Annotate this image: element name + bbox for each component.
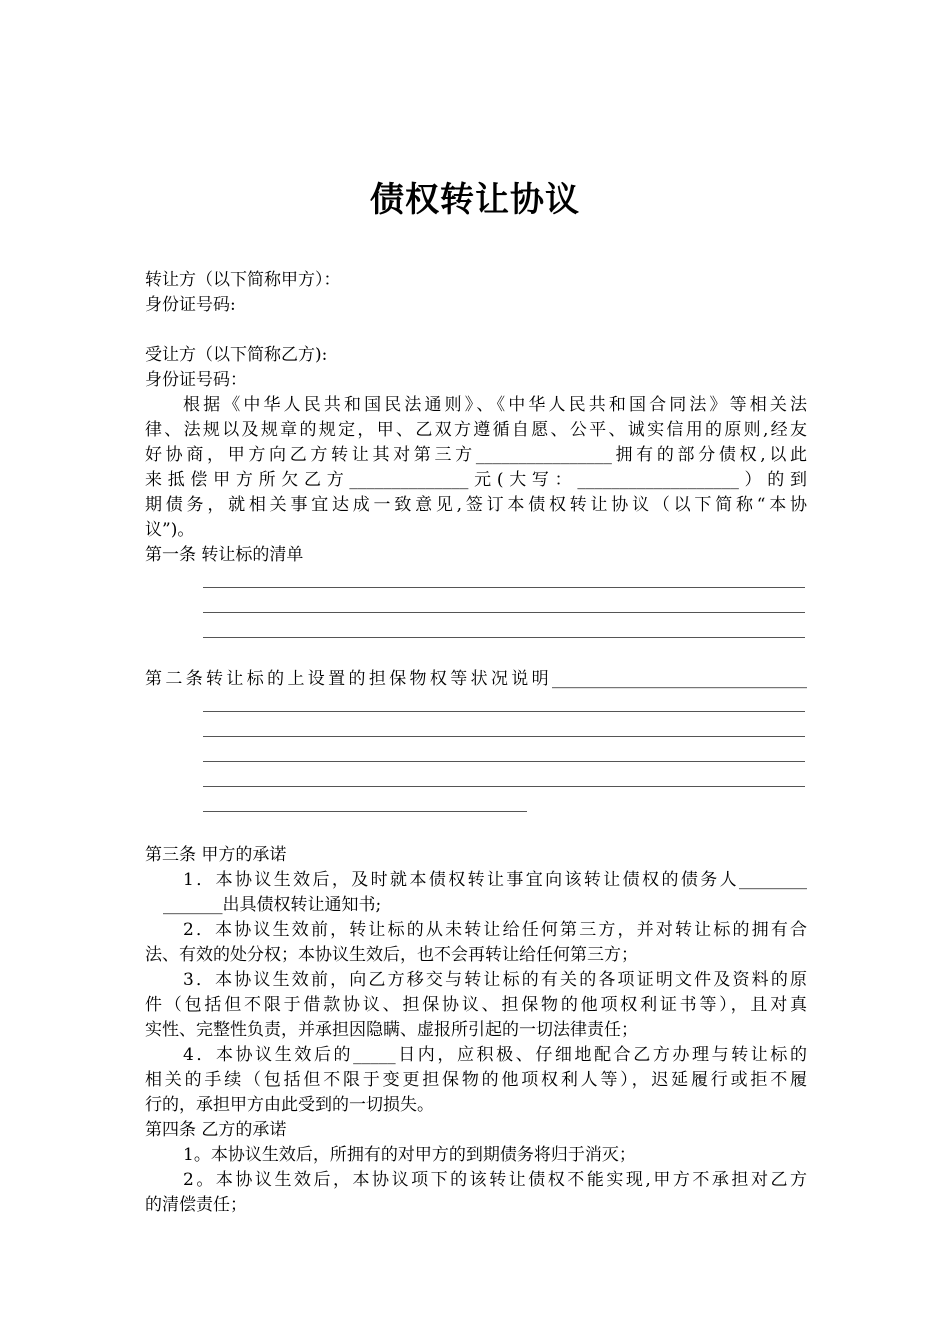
article-3-line: 3．本协议生效前，向乙方移交与转让标的有关的各项证明文件及资料的原: [183, 970, 807, 990]
article-1-heading: 第一条 转让标的清单: [145, 545, 304, 565]
article-4-line: 2。本协议生效后，本协议项下的该转让债权不能实现,甲方不承担对乙方: [183, 1170, 807, 1190]
fill-in-rule: [203, 612, 805, 613]
fill-in-rule: [203, 786, 805, 787]
article-3-line: 法、有效的处分权；本协议生效后，也不会再转让给任何第三方；: [145, 945, 638, 965]
article-3-line: _______出具债权转让通知书;: [163, 895, 382, 915]
article-4-line: 的清偿责任；: [145, 1195, 247, 1215]
preamble-line: 律、法规以及规章的规定，甲、乙双方遵循自愿、公平、诚实信用的原则,经友: [145, 420, 807, 440]
fill-in-rule: [203, 587, 805, 588]
article-3-line: 1．本协议生效后，及时就本债权转让事宜向该转让债权的债务人________: [183, 870, 807, 890]
party-b-id-label: 身份证号码：: [145, 370, 247, 390]
preamble-line: 议”)。: [145, 520, 195, 540]
fill-in-rule: [203, 736, 805, 737]
article-3-line: 行的，承担甲方由此受到的一切损失。: [145, 1095, 434, 1115]
article-3-heading: 第三条 甲方的承诺: [145, 845, 287, 865]
article-3-line: 相关的手续（包括但不限于变更担保物的他项权利人等），迟延履行或拒不履: [145, 1070, 807, 1090]
party-a-label: 转让方（以下简称甲方）：: [145, 270, 341, 290]
article-3-line: 实性、完整性负责，并承担因隐瞒、虚报所引起的一切法律责任；: [145, 1020, 638, 1040]
party-b-label: 受让方（以下简称乙方):: [145, 345, 328, 365]
article-3-line: 4．本协议生效后的_____日内，应积极、仔细地配合乙方办理与转让标的: [183, 1045, 807, 1065]
article-3-line: 2．本协议生效前，转让标的从未转让给任何第三方，并对转让标的拥有合: [183, 920, 807, 940]
preamble-line: 根据《中华人民共和国民法通则》、《中华人民共和国合同法》等相关法: [183, 395, 807, 415]
fill-in-rule: [203, 711, 805, 712]
fill-in-rule: [203, 811, 527, 812]
preamble-line: 来抵偿甲方所欠乙方______________元(大写：___________________）的到: [145, 470, 807, 490]
preamble-line: 好协商，甲方向乙方转让其对第三方________________拥有的部分债权,以此: [145, 445, 807, 465]
document-title: 债权转让协议: [370, 180, 580, 220]
article-3-line: 件（包括但不限于借款协议、担保协议、担保物的他项权利证书等），且对真: [145, 995, 807, 1015]
fill-in-rule: [203, 637, 805, 638]
article-2-heading: 第二条转让标的上设置的担保物权等状况说明______________________________: [145, 669, 807, 689]
party-a-id-label: 身份证号码:: [145, 295, 236, 315]
preamble-line: 期债务，就相关事宜达成一致意见,签订本债权转让协议（以下简称“本协: [145, 495, 807, 515]
fill-in-rule: [203, 761, 805, 762]
article-4-heading: 第四条 乙方的承诺: [145, 1120, 287, 1140]
article-4-line: 1。本协议生效后，所拥有的对甲方的到期债务将归于消灭；: [183, 1145, 636, 1165]
